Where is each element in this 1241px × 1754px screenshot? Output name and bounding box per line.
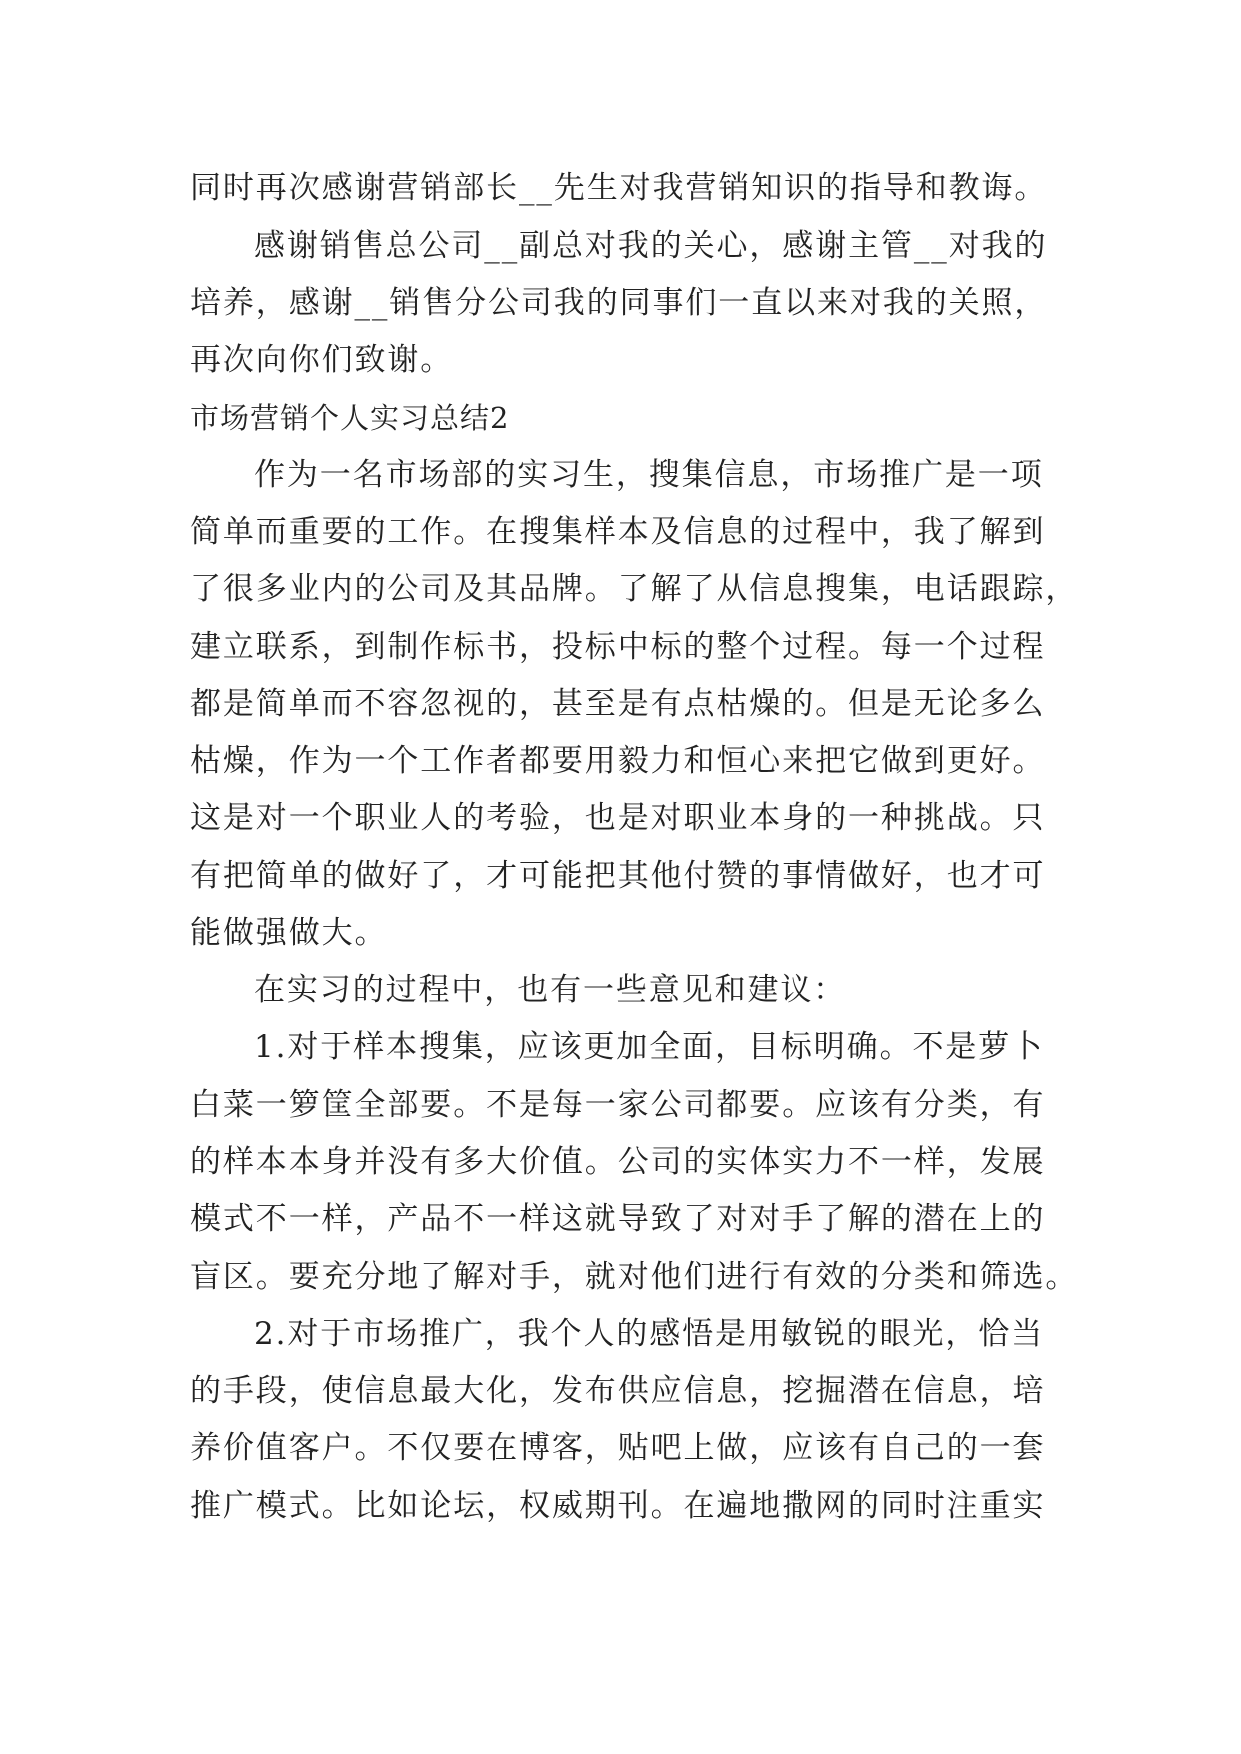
text-line-2: 感谢销售总公司__副总对我的关心，感谢主管__对我的 [254, 228, 1048, 264]
text-line-11: 枯燥，作为一个工作者都要用毅力和恒心来把它做到更好。 [190, 743, 1046, 779]
text-line-19: 模式不一样，产品不一样这就导致了对对手了解的潜在上的 [190, 1201, 1046, 1237]
text-line-18: 的样本本身并没有多大价值。公司的实体实力不一样，发展 [190, 1144, 1046, 1180]
text-line-1: 同时再次感谢营销部长__先生对我营销知识的指导和教诲。 [190, 170, 1048, 206]
text-line-17: 白菜一箩筐全部要。不是每一家公司都要。应该有分类，有 [190, 1087, 1046, 1123]
text-line-9: 建立联系，到制作标书，投标中标的整个过程。每一个过程 [190, 629, 1046, 665]
text-line-21: 2.对于市场推广，我个人的感悟是用敏锐的眼光，恰当 [254, 1316, 1045, 1352]
text-line-20: 盲区。要充分地了解对手，就对他们进行有效的分类和筛选。 [190, 1259, 1079, 1295]
text-line-14: 能做强做大。 [190, 915, 388, 951]
text-line-12: 这是对一个职业人的考验，也是对职业本身的一种挑战。只 [190, 800, 1046, 836]
text-line-24: 推广模式。比如论坛，权威期刊。在遍地撒网的同时注重实 [190, 1488, 1046, 1524]
text-line-3: 培养，感谢__销售分公司我的同事们一直以来对我的关照， [190, 285, 1048, 321]
text-line-4: 再次向你们致谢。 [190, 342, 454, 378]
text-line-15: 在实习的过程中，也有一些意见和建议： [254, 972, 847, 1008]
text-line-16: 1.对于样本搜集，应该更加全面，目标明确。不是萝卜 [254, 1029, 1045, 1065]
text-line-6: 作为一名市场部的实习生，搜集信息，市场推广是一项 [254, 457, 1044, 493]
section-heading: 市场营销个人实习总结2 [190, 401, 510, 435]
text-line-13: 有把简单的做好了，才可能把其他付赞的事情做好，也才可 [190, 858, 1046, 894]
text-line-23: 养价值客户。不仅要在博客，贴吧上做，应该有自己的一套 [190, 1430, 1046, 1466]
text-line-22: 的手段，使信息最大化，发布供应信息，挖掘潜在信息，培 [190, 1373, 1046, 1409]
text-line-10: 都是简单而不容忽视的，甚至是有点枯燥的。但是无论多么 [190, 686, 1046, 722]
text-line-8: 了很多业内的公司及其品牌。了解了从信息搜集，电话跟踪， [190, 571, 1079, 607]
text-line-7: 简单而重要的工作。在搜集样本及信息的过程中，我了解到 [190, 514, 1046, 550]
